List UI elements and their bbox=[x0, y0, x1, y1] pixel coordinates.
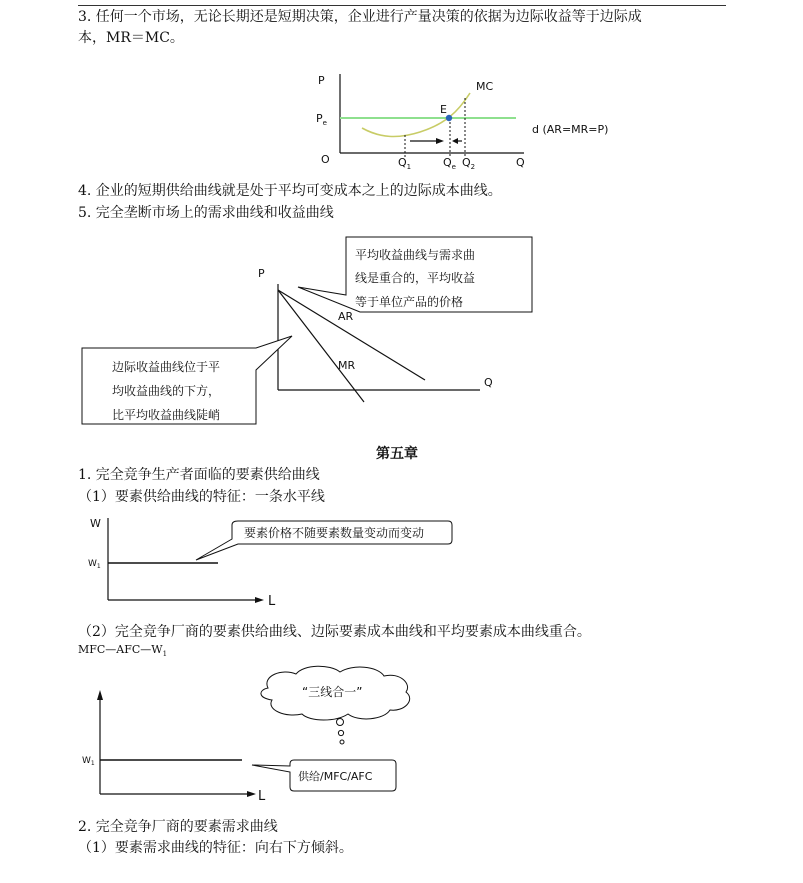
svg-text:W1 bbox=[82, 756, 95, 767]
fig2-q-label: Q bbox=[484, 376, 493, 389]
fig3-callout-text: 要素价格不随要素数量变动而变动 bbox=[244, 526, 425, 540]
fig4-l-label: L bbox=[258, 789, 266, 804]
fig3-w1-label: W bbox=[88, 559, 97, 569]
fig1-p-label: P bbox=[318, 74, 325, 87]
section-1-1: （1）要素供给曲线的特征：一条水平线 bbox=[78, 489, 325, 505]
fig1-q1-label: Q bbox=[398, 156, 407, 169]
callout-left-line-3: 比平均收益曲线陡峭 bbox=[112, 408, 221, 422]
fig1-pe-sub: e bbox=[322, 119, 327, 127]
callout-left-line-2: 均收益曲线的下方， bbox=[112, 384, 221, 398]
fig1-q2-label: Q bbox=[462, 156, 471, 169]
fig1-mc-label: MC bbox=[476, 80, 494, 93]
formula-text: MFC—AFC—W bbox=[78, 643, 163, 656]
callout-top-line-2: 线是重合的，平均收益 bbox=[355, 271, 476, 285]
fig1-q-label: Q bbox=[516, 156, 525, 169]
intro-line-2: 本，MR＝MC。 bbox=[78, 30, 184, 46]
formula-sub: 1 bbox=[162, 650, 168, 659]
callout-top-line-3: 等于单位产品的价格 bbox=[355, 295, 464, 309]
fig4-w1-label: W bbox=[82, 756, 91, 766]
callout-top-line-1: 平均收益曲线与需求曲 bbox=[355, 248, 476, 262]
fig2-ar-label: AR bbox=[338, 310, 354, 323]
fig1-pe-label: P bbox=[316, 112, 323, 125]
intro-line-1: 3. 任何一个市场，无论长期还是短期决策，企业进行产量决策的依据为边际收益等于边际成 bbox=[78, 9, 642, 25]
fig4-w1-sub: 1 bbox=[90, 760, 95, 767]
fig3-w1-sub: 1 bbox=[96, 563, 101, 570]
item-5: 5. 完全垄断市场上的需求曲线和收益曲线 bbox=[78, 205, 334, 221]
callout-left-line-1: 边际收益曲线位于平 bbox=[112, 360, 221, 374]
section-1-2: （2）完全竞争厂商的要素供给曲线、边际要素成本曲线和平均要素成本曲线重合。 bbox=[78, 624, 591, 640]
fig1-e-label: E bbox=[440, 103, 447, 116]
fig1-q1-sub: 1 bbox=[406, 163, 412, 171]
fig4-callout-text: 供给/MFC/AFC bbox=[298, 770, 373, 783]
item-4: 4. 企业的短期供给曲线就是处于平均可变成本之上的边际成本曲线。 bbox=[78, 183, 502, 199]
fig1-q2-sub: 2 bbox=[470, 163, 476, 171]
fig1-qe-label: Q bbox=[443, 156, 452, 169]
section-2-1: （1）要素需求曲线的特征：向右下方倾斜。 bbox=[78, 840, 353, 856]
fig2-mr-label: MR bbox=[338, 359, 356, 372]
fig2-p-label: P bbox=[258, 267, 265, 280]
fig1-origin-label: O bbox=[321, 153, 330, 166]
section-1: 1. 完全竞争生产者面临的要素供给曲线 bbox=[78, 467, 320, 483]
fig3-w-label: W bbox=[90, 517, 101, 530]
cloud-text: “三线合一” bbox=[302, 685, 363, 699]
fig1-d-label: d (AR=MR=P) bbox=[532, 123, 609, 136]
fig1-qe-sub: e bbox=[451, 163, 456, 171]
section-2: 2. 完全竞争厂商的要素需求曲线 bbox=[78, 819, 278, 835]
fig3-l-label: L bbox=[268, 594, 276, 609]
chapter-title: 第五章 bbox=[376, 446, 418, 462]
